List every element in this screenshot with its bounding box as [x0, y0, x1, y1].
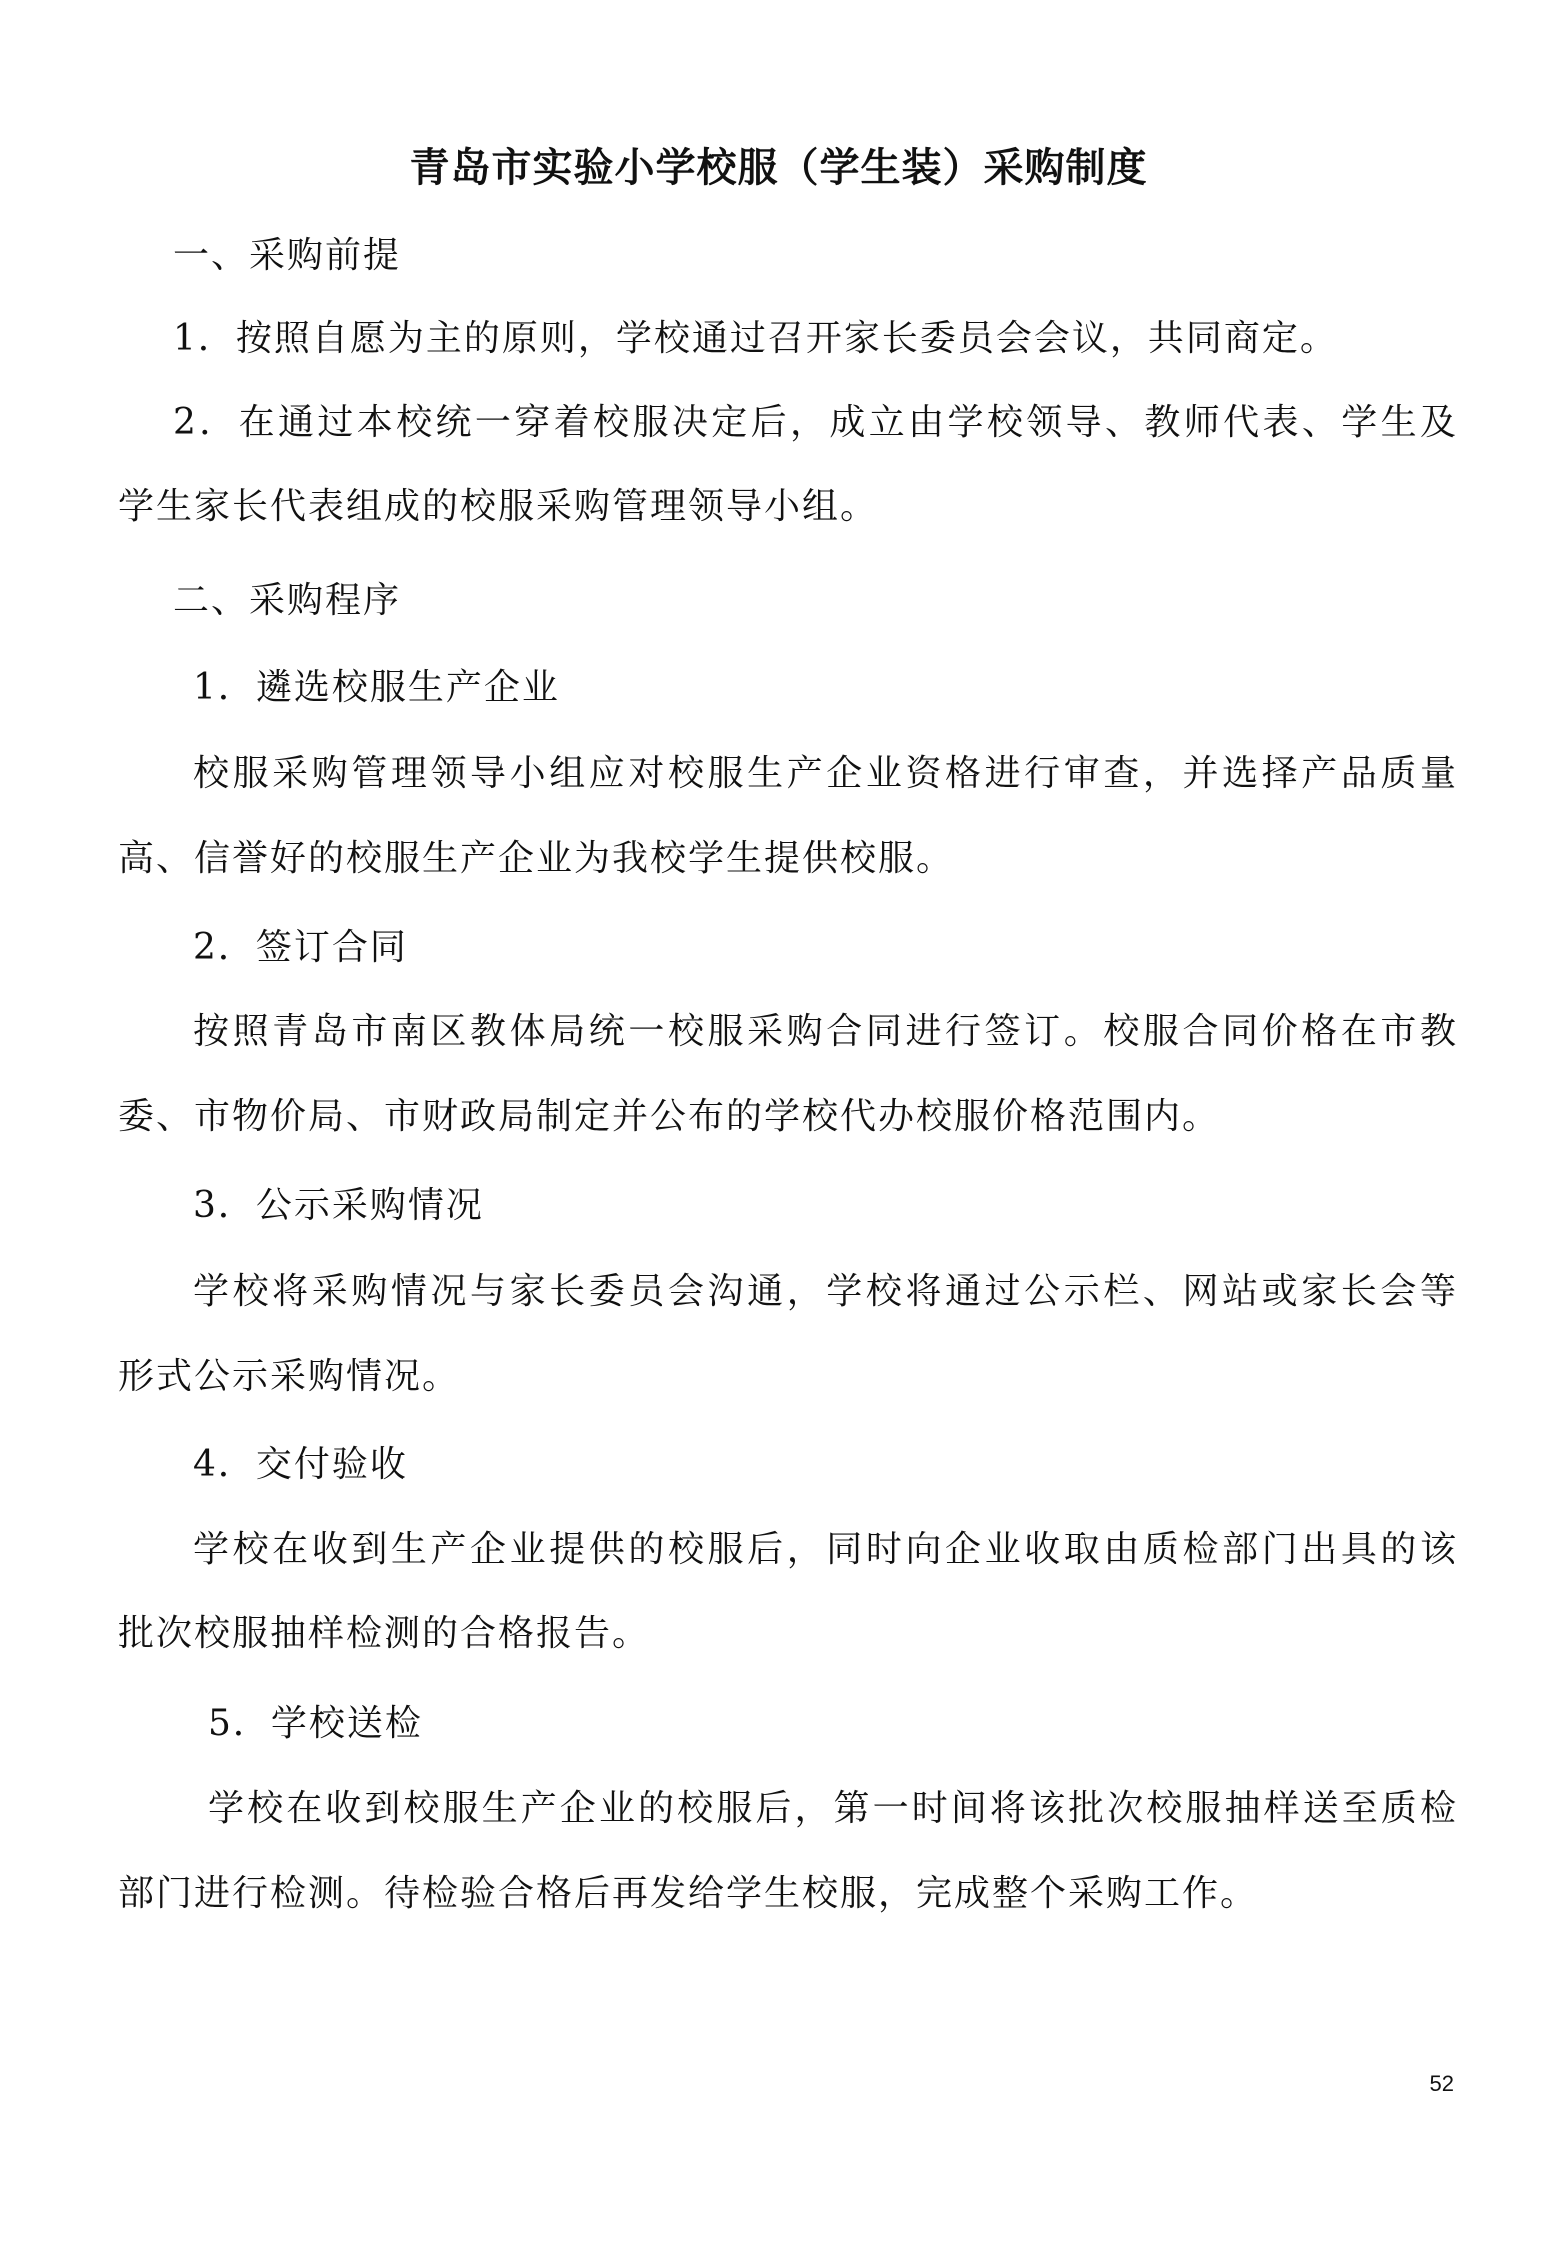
section-heading-procedure: 二、采购程序 — [173, 580, 402, 621]
step-2-heading: 2．签订合同 — [193, 927, 408, 968]
section-heading-prerequisites: 一、采购前提 — [173, 235, 402, 276]
step-5-line-2: 部门进行检测。待检验合格后再发给学生校服，完成整个采购工作。 — [118, 1873, 1259, 1914]
prerequisite-item-2-line-2: 学生家长代表组成的校服采购管理领导小组。 — [118, 486, 879, 527]
step-5-line-1: 学校在收到校服生产企业的校服后，第一时间将该批次校服抽样送至质检 — [208, 1788, 1458, 1829]
prerequisite-item-2-line-1: 2．在通过本校统一穿着校服决定后，成立由学校领导、教师代表、学生及 — [173, 402, 1458, 443]
step-4-line-2: 批次校服抽样检测的合格报告。 — [118, 1613, 651, 1654]
step-2-line-2: 委、市物价局、市财政局制定并公布的学校代办校服价格范围内。 — [118, 1096, 1221, 1137]
page-number: 52 — [1429, 2071, 1454, 2096]
step-1-heading: 1．遴选校服生产企业 — [193, 667, 560, 708]
step-2-line-1: 按照青岛市南区教体局统一校服采购合同进行签订。校服合同价格在市教 — [193, 1011, 1458, 1052]
step-4-heading: 4．交付验收 — [193, 1444, 408, 1485]
step-1-line-1: 校服采购管理领导小组应对校服生产企业资格进行审查，并选择产品质量 — [193, 753, 1458, 794]
step-5-heading: 5．学校送检 — [208, 1703, 423, 1744]
step-3-line-1: 学校将采购情况与家长委员会沟通，学校将通过公示栏、网站或家长会等 — [193, 1271, 1458, 1312]
step-3-line-2: 形式公示采购情况。 — [118, 1356, 461, 1397]
step-4-line-1: 学校在收到生产企业提供的校服后，同时向企业收取由质检部门出具的该 — [193, 1529, 1458, 1570]
prerequisite-item-1: 1．按照自愿为主的原则，学校通过召开家长委员会会议，共同商定。 — [173, 318, 1338, 359]
step-3-heading: 3．公示采购情况 — [193, 1185, 484, 1226]
step-1-line-2: 高、信誉好的校服生产企业为我校学生提供校服。 — [118, 838, 955, 879]
document-title: 青岛市实验小学校服（学生装）采购制度 — [409, 145, 1148, 191]
